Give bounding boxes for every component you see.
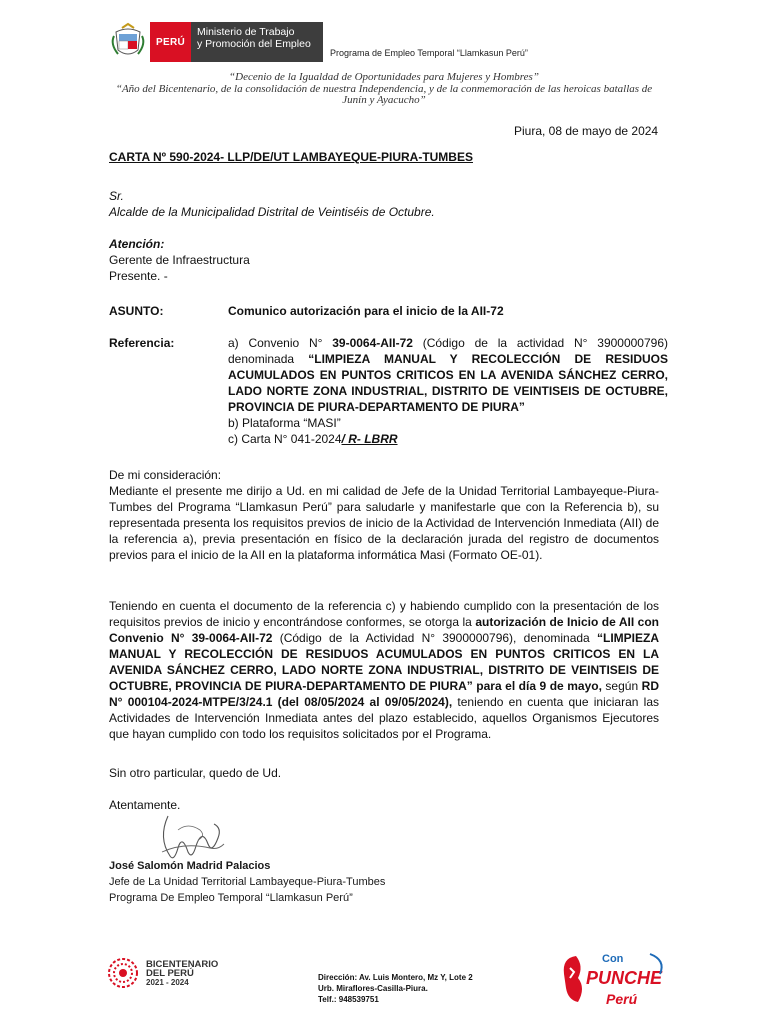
address-phone: Telf.: 948539751 xyxy=(318,995,379,1004)
greeting-paragraph: De mi consideración: xyxy=(109,468,222,482)
ministry-logo xyxy=(108,22,323,62)
bicentenario-line-1: BICENTENARIO xyxy=(146,958,219,970)
body-paragraph-2: Teniendo en cuenta el documento de la referencia c) y habiendo cumplido con la presentación de los requisitos previos de inicio y encontrándose conformes, se otorga la autorización de Inicio de AII con Convenio N° 39-0064-AII-72 (Código de la Actividad N° 3900000796), denominada “LIMPIEZA MANUAL Y RECOLECCIÓN DE RESIDUOS ACUMULADOS EN PUNTOS CRITICOS EN LA AVENIDA SÁNCHEZ CERRO, LADO NORTE ZONA INDUSTRIAL, DISTRITO DE VEINTISEIS DE OCTUBRE, PROVINCIA DE PIURA-DEPARTAMENTO DE PIURA” para el día 9 de mayo, según RD N° 000104-2024-MTPE/3/24.1 (del 08/05/2024 al 09/05/2024), teniendo en cuenta que iniciaran las Actividades de Intervención Inmediata antes del plazo establecido, aquellos Organismos Ejecutores que hayan cumplido con todo los requisitos solicitados por el Programa. xyxy=(109,599,660,741)
bicentenario-text xyxy=(146,960,218,987)
decade-line-3: Junín y Ayacucho” xyxy=(342,94,426,106)
address-line-1: Dirección: Av. Luis Montero, Mz Y, Lote 2 xyxy=(318,973,473,982)
signer-role: Jefe de La Unidad Territorial Lambayeque-Piura-Tumbes xyxy=(109,876,386,888)
salutation: Sr. xyxy=(109,189,124,203)
handwritten-signature xyxy=(148,808,228,868)
referencia-label: Referencia: xyxy=(109,336,175,350)
decade-line-1: “Decenio de la Igualdad de Oportunidades para Mujeres y Hombres” xyxy=(229,71,539,83)
program-header: Programa de Empleo Temporal “Llamkasun Perú” xyxy=(330,48,528,58)
reference-c: c) Carta N° 041-2024/ R- LBRR xyxy=(228,432,398,446)
reference-a: a) Convenio N° 39-0064-AII-72 (Código de la actividad N° 3900000796) denominada “LIMPIEZA MANUAL Y RECOLECCIÓN DE RESIDUOS ACUMULADOS EN PUNTOS CRITICOS EN LA AVENIDA SÁNCHEZ CERRO, LADO NORTE ZONA INDUSTRIAL, DISTRITO DE VEINTISEIS DE OCTUBRE, PROVINCIA DE PIURA-DEPARTAMENTO DE PIURA” xyxy=(228,336,668,414)
letter-date: Piura, 08 de mayo de 2024 xyxy=(514,124,659,138)
attention-label: Atención: xyxy=(109,237,165,251)
letter-number: CARTA Nº 590-2024- LLP/DE/UT LAMBAYEQUE-PIURA-TUMBES xyxy=(109,150,473,164)
closing-line: Sin otro particular, quedo de Ud. xyxy=(109,766,282,780)
peru-label: PERÚ xyxy=(150,22,191,62)
bicentenario-icon xyxy=(106,956,140,990)
address-line-2: Urb. Miraflores-Casilla-Piura. xyxy=(318,984,428,993)
sign-off: Atentamente. xyxy=(109,798,181,812)
punche-word-text: PUNCHE xyxy=(586,968,663,988)
recipient: Alcalde de la Municipalidad Distrital de Veintiséis de Octubre. xyxy=(109,205,435,219)
asunto-label: ASUNTO: xyxy=(109,304,164,318)
presente-line: Presente. - xyxy=(109,269,168,283)
signer-name: José Salomón Madrid Palacios xyxy=(109,860,271,872)
coat-of-arms-icon xyxy=(108,22,148,62)
ministry-line-1: Ministerio de Trabajo xyxy=(196,26,295,38)
ministry-line-2: y Promoción del Empleo xyxy=(196,38,311,50)
con-punche-peru-logo xyxy=(556,944,672,1016)
asunto-value: Comunico autorización para el inicio de la AII-72 xyxy=(228,304,504,318)
decade-motto xyxy=(0,72,768,107)
attention-recipient: Gerente de Infraestructura xyxy=(109,253,250,267)
decade-line-2: “Año del Bicentenario, de la consolidación de nuestra Independencia, y de la conmemoración de las heroicas batallas de xyxy=(115,82,653,95)
bicentenario-years: 2021 - 2024 xyxy=(146,977,189,987)
footer-address xyxy=(318,972,473,1005)
signer-program: Programa De Empleo Temporal “Llamkasun Perú” xyxy=(109,892,353,904)
body-paragraph-1: Mediante el presente me dirijo a Ud. en mi calidad de Jefe de la Unidad Territorial Lambayeque-Piura-Tumbes del Programa “Llamkasun Perú” para saludarle y manifestarle que con la Referencia b), su representada presenta los requisitos previos de inicio de la Actividad de Intervención Inmediata (AII) de la referencia a), previa presentación en físico de la declaración jurada del registro de documentos previos para el inicio de la AII en la plataforma informática Masi (Formato OE-01). xyxy=(109,484,659,562)
referencia-list xyxy=(228,335,668,447)
punche-con-text: Con xyxy=(602,953,624,965)
reference-b: b) Plataforma “MASI” xyxy=(228,416,341,430)
ministry-name xyxy=(191,22,323,62)
bicentenario-logo xyxy=(106,956,218,990)
bicentenario-line-2: DEL PERÚ xyxy=(146,967,194,979)
punche-peru-text: Perú xyxy=(606,991,638,1007)
